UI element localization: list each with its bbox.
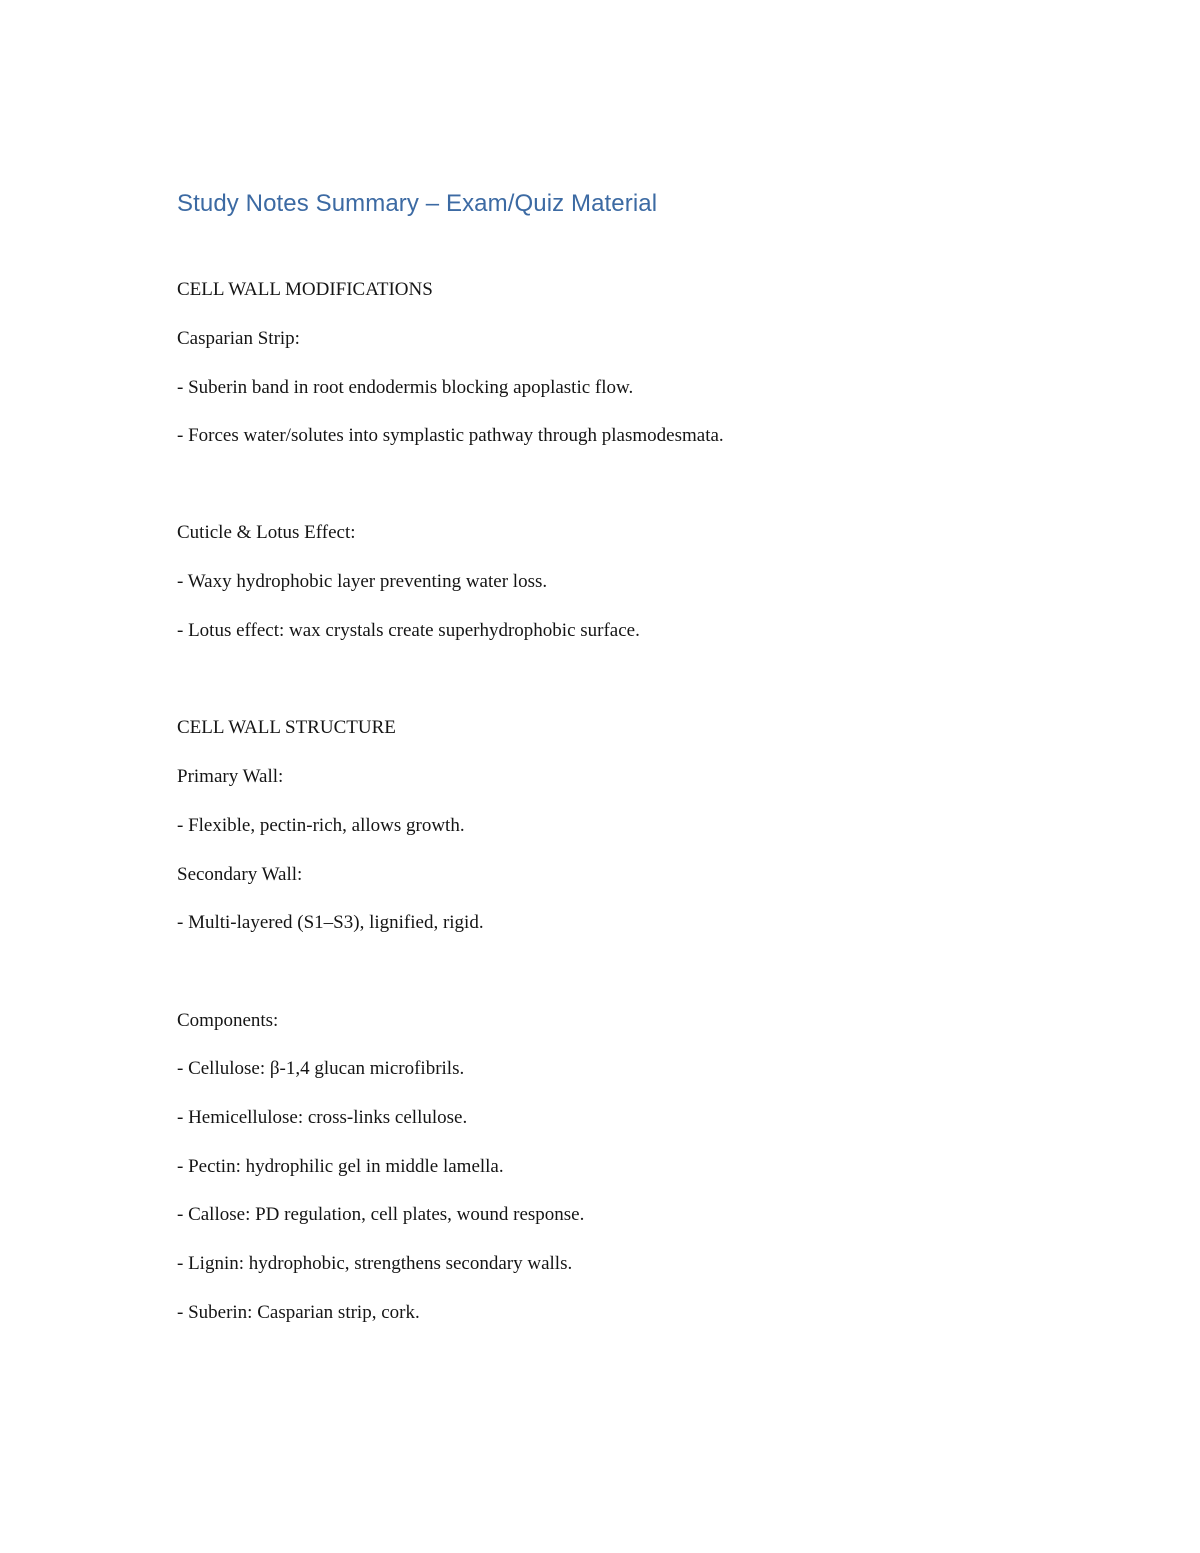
section-heading-cell-wall-structure: CELL WALL STRUCTURE xyxy=(177,717,396,738)
group-label-casparian-strip: Casparian Strip: xyxy=(177,328,300,349)
bullet-point: - Flexible, pectin-rich, allows growth. xyxy=(177,815,465,836)
bullet-point: - Suberin: Casparian strip, cork. xyxy=(177,1302,420,1323)
bullet-point: - Cellulose: β-1,4 glucan microfibrils. xyxy=(177,1058,465,1079)
bullet-point: - Pectin: hydrophilic gel in middle lamella. xyxy=(177,1156,504,1177)
group-label-cuticle-lotus-effect: Cuticle & Lotus Effect: xyxy=(177,522,356,543)
bullet-point: - Lignin: hydrophobic, strengthens secondary walls. xyxy=(177,1253,573,1274)
bullet-point: - Lotus effect: wax crystals create superhydrophobic surface. xyxy=(177,620,640,641)
group-label-secondary-wall: Secondary Wall: xyxy=(177,864,303,885)
bullet-point: - Hemicellulose: cross-links cellulose. xyxy=(177,1107,468,1128)
bullet-point: - Suberin band in root endodermis blocking apoplastic flow. xyxy=(177,377,634,398)
bullet-point: - Callose: PD regulation, cell plates, wound response. xyxy=(177,1204,585,1225)
group-label-primary-wall: Primary Wall: xyxy=(177,766,284,787)
bullet-point: - Multi-layered (S1–S3), lignified, rigid. xyxy=(177,912,484,933)
bullet-point: - Waxy hydrophobic layer preventing water loss. xyxy=(177,571,548,592)
document-title: Study Notes Summary – Exam/Quiz Material xyxy=(177,190,658,217)
group-label-components: Components: xyxy=(177,1010,279,1031)
section-heading-cell-wall-modifications: CELL WALL MODIFICATIONS xyxy=(177,279,433,300)
bullet-point: - Forces water/solutes into symplastic pathway through plasmodesmata. xyxy=(177,425,724,446)
